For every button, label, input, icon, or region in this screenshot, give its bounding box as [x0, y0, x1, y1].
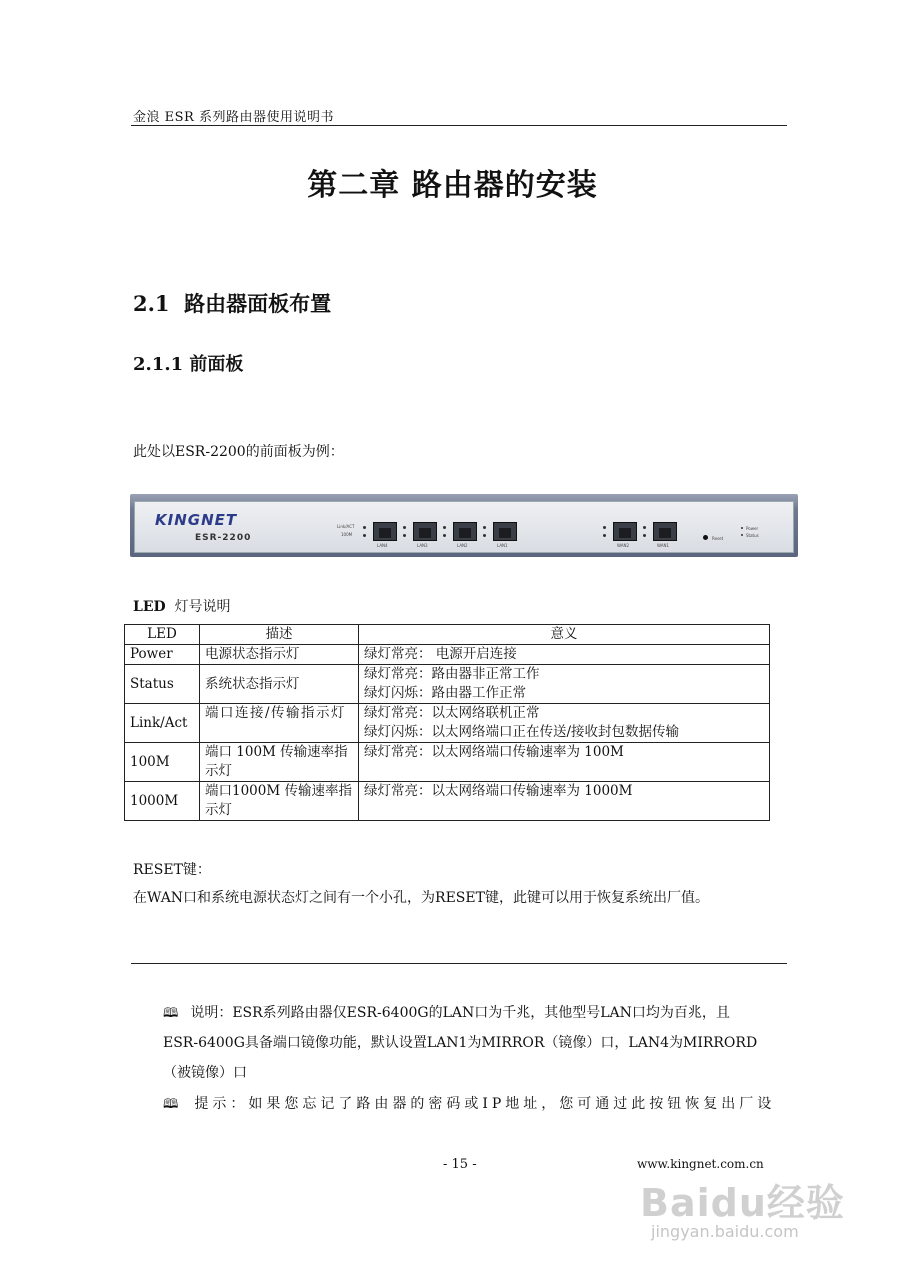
port-label: WAN1	[657, 543, 670, 548]
header-desc: 描述	[200, 625, 359, 645]
meaning-line: 绿灯常亮：以太网络端口传输速率为 100M	[364, 744, 624, 760]
meaning-line: 绿灯常亮： 电源开启连接	[364, 646, 517, 662]
led-dot	[603, 526, 606, 529]
cell-desc: 电源状态指示灯	[200, 645, 359, 665]
table-row	[125, 743, 770, 782]
reset-label: RESET键：	[133, 862, 211, 878]
reset-description: 在WAN口和系统电源状态灯之间有一个小孔，为RESET键，此键可以用于恢复系统出厂值。	[133, 890, 709, 906]
led-dot	[443, 534, 446, 537]
port-label: LAN4	[377, 543, 388, 548]
section-divider	[131, 963, 787, 964]
tip-line	[163, 1093, 775, 1117]
cell-desc: 系统状态指示灯	[200, 665, 359, 704]
chapter-title: 第二章 路由器的安装	[307, 168, 598, 203]
panel-label-status: Status	[746, 533, 759, 538]
cell-led: 1000M	[125, 782, 200, 821]
led-dot	[643, 526, 646, 529]
page-number: - 15 -	[443, 1157, 477, 1172]
port-wan2	[613, 522, 637, 541]
panel-model: ESR-2200	[195, 533, 252, 543]
table-row	[125, 645, 770, 665]
header-meaning: 意义	[359, 625, 770, 645]
meaning-line: 绿灯闪烁：以太网络端口正在传送/接收封包数据传输	[364, 724, 680, 740]
led-section-title	[133, 596, 231, 616]
book-icon: 🕮	[163, 1006, 179, 1021]
book-icon: 🕮	[163, 1097, 183, 1112]
reset-hole	[703, 535, 708, 540]
cell-led: Power	[125, 645, 200, 665]
port-label: LAN2	[457, 543, 468, 548]
section-title: 路由器面板布置	[184, 291, 332, 316]
led-dot	[603, 534, 606, 537]
port-lan3	[413, 522, 437, 541]
cell-meaning	[359, 704, 770, 743]
led-dot	[483, 526, 486, 529]
led-dot	[363, 526, 366, 529]
led-dot	[403, 534, 406, 537]
cell-desc: 端口连接/传输指示灯	[200, 704, 359, 743]
note-line-2: ESR-6400G具备端口镜像功能，默认设置LAN1为MIRROR（镜像）口，LAN4为MIRRORD	[163, 1035, 758, 1051]
led-table	[124, 624, 770, 821]
cell-meaning	[359, 782, 770, 821]
panel-label-link-act: Link/ACT	[337, 524, 355, 529]
router-front-panel-image	[130, 494, 798, 557]
note-text-1: 说明：ESR系列路由器仅ESR-6400G的LAN口为千兆，其他型号LAN口均为百兆，且	[190, 1005, 730, 1021]
baidu-watermark-url: jingyan.baidu.com	[651, 1222, 799, 1241]
note-line-3: （被镜像）口	[163, 1065, 247, 1081]
port-label: WAN2	[617, 543, 630, 548]
cell-meaning	[359, 645, 770, 665]
cell-meaning	[359, 665, 770, 704]
cell-meaning	[359, 743, 770, 782]
port-lan4	[373, 522, 397, 541]
section-heading	[133, 288, 331, 318]
panel-brand: KINGNET	[155, 511, 238, 529]
header-led: LED	[125, 625, 200, 645]
led-section-bold: LED	[133, 599, 166, 615]
table-row	[125, 782, 770, 821]
cell-led: Link/Act	[125, 704, 200, 743]
subsection-number: 2.1.1	[133, 354, 184, 375]
table-row	[125, 704, 770, 743]
port-lan1	[493, 522, 517, 541]
baidu-watermark-logo: Baidu经验	[640, 1181, 845, 1225]
led-dot	[443, 526, 446, 529]
cell-led: 100M	[125, 743, 200, 782]
led-section-text: 灯号说明	[174, 599, 231, 615]
led-dot	[403, 526, 406, 529]
table-row	[125, 665, 770, 704]
intro-text: 此处以ESR-2200的前面板为例：	[133, 444, 344, 460]
status-led-dot	[741, 534, 743, 536]
panel-label-reset: Reset	[712, 536, 724, 541]
cell-desc: 端口 100M 传输速率指示灯	[200, 743, 359, 782]
table-header-row	[125, 625, 770, 645]
port-lan2	[453, 522, 477, 541]
meaning-line: 绿灯常亮：以太网络联机正常	[364, 705, 540, 721]
power-led-dot	[741, 527, 743, 529]
note-line-1	[163, 998, 788, 1029]
port-wan1	[653, 522, 677, 541]
led-dot	[483, 534, 486, 537]
meaning-line: 绿灯常亮：路由器非正常工作	[364, 666, 540, 682]
subsection-title: 前面板	[189, 354, 244, 375]
header-rule	[131, 125, 787, 126]
port-label: LAN1	[497, 543, 508, 548]
footer-url: www.kingnet.com.cn	[637, 1157, 764, 1171]
cell-led: Status	[125, 665, 200, 704]
tip-text: 提示：如果您忘记了路由器的密码或IP地址，您可通过此按钮恢复出厂设	[194, 1096, 776, 1112]
panel-label-power: Power	[746, 526, 759, 531]
meaning-line: 绿灯闪烁：路由器工作正常	[364, 685, 526, 701]
port-label: LAN3	[417, 543, 428, 548]
panel-face	[134, 501, 794, 553]
header-title: 金浪 ESR 系列路由器使用说明书	[133, 110, 334, 125]
subsection-heading	[133, 350, 243, 376]
led-dot	[363, 534, 366, 537]
meaning-line: 绿灯常亮：以太网络端口传输速率为 1000M	[364, 783, 633, 799]
led-dot	[643, 534, 646, 537]
panel-label-100m: 100M	[341, 532, 353, 537]
cell-desc: 端口1000M 传输速率指示灯	[200, 782, 359, 821]
section-number: 2.1	[133, 291, 170, 316]
